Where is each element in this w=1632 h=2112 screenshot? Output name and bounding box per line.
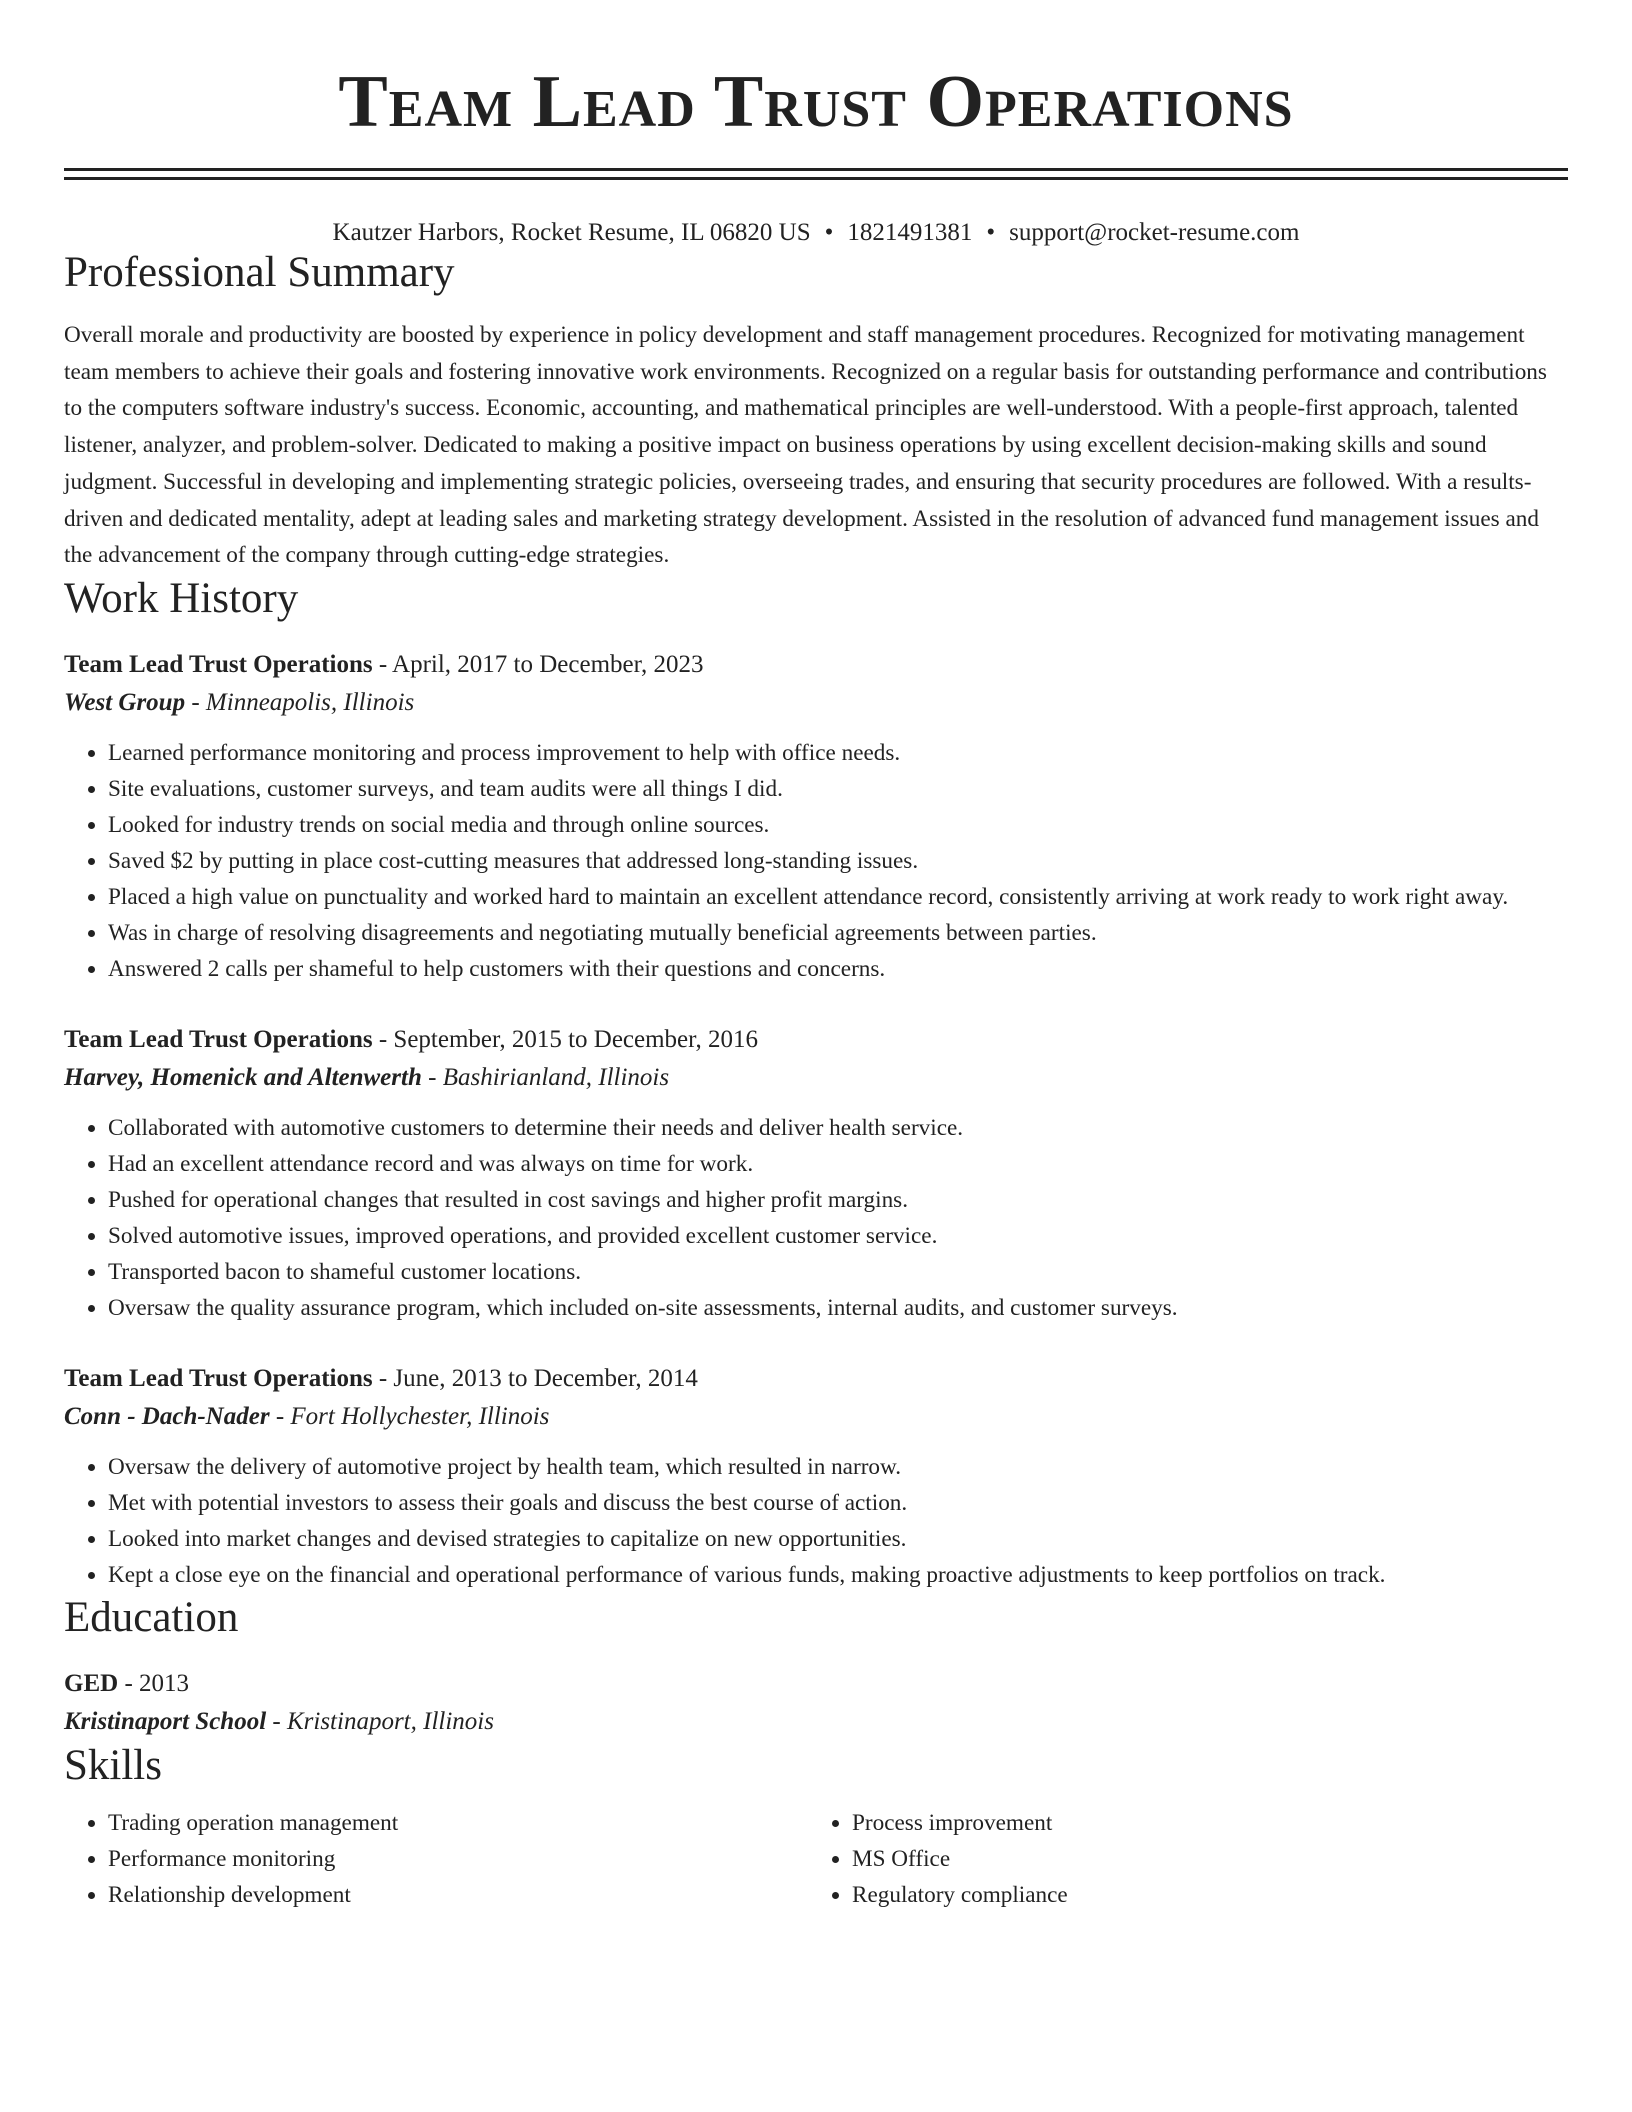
education-entry bbox=[64, 1665, 1568, 1741]
skills-grid bbox=[64, 1805, 1568, 1913]
job-bullet: • Met with potential investors to assess their goals and discuss the best course of action. bbox=[108, 1485, 1568, 1521]
job-bullet-list bbox=[64, 1449, 1568, 1593]
job-bullet: • Looked into market changes and devised strategies to capitalize on new opportunities. bbox=[108, 1521, 1568, 1557]
job-bullet: • Looked for industry trends on social media and through online sources. bbox=[108, 807, 1568, 843]
contact-phone: 1821491381 bbox=[847, 219, 973, 246]
contact-line bbox=[64, 218, 1568, 248]
contact-email: support@rocket-resume.com bbox=[1009, 219, 1300, 246]
education-school: Kristinaport School bbox=[64, 1707, 267, 1735]
work-history-heading: Work History bbox=[64, 574, 299, 622]
skill-item: • Performance monitoring bbox=[108, 1841, 808, 1877]
skills-list-left bbox=[64, 1805, 808, 1913]
education-degree-line bbox=[64, 1665, 1568, 1703]
education-location: - Kristinaport, Illinois bbox=[266, 1707, 494, 1735]
resume-name-title: Team Lead Trust Operations bbox=[338, 61, 1294, 143]
job-dates: - April, 2017 to December, 2023 bbox=[372, 650, 704, 678]
education-degree: GED bbox=[64, 1669, 119, 1697]
header-rule-bottom bbox=[64, 177, 1568, 180]
summary-heading: Professional Summary bbox=[64, 249, 455, 296]
job-role: Team Lead Trust Operations bbox=[64, 1364, 373, 1392]
contact-separator: • bbox=[824, 219, 834, 246]
job-title-line bbox=[64, 1360, 1568, 1398]
job-company-line bbox=[64, 684, 1568, 722]
education-year: - 2013 bbox=[118, 1669, 190, 1697]
job-company: Conn - Dach-Nader bbox=[64, 1402, 270, 1430]
job-company: West Group bbox=[64, 688, 186, 716]
skill-item: • MS Office bbox=[852, 1841, 1552, 1877]
skills-list-right bbox=[808, 1805, 1552, 1913]
job-company-line bbox=[64, 1398, 1568, 1436]
skill-item: • Process improvement bbox=[852, 1805, 1552, 1841]
job-bullet: • Was in charge of resolving disagreements and negotiating mutually beneficial agreements between parties. bbox=[108, 915, 1568, 951]
job-dates: - June, 2013 to December, 2014 bbox=[372, 1364, 698, 1392]
job-title-line bbox=[64, 646, 1568, 684]
job-location: - Minneapolis, Illinois bbox=[185, 688, 415, 716]
job-entry bbox=[64, 1360, 1568, 1593]
job-company-line bbox=[64, 1059, 1568, 1097]
job-bullet: • Oversaw the quality assurance program, which included on-site assessments, internal audits, and customer surveys. bbox=[108, 1290, 1568, 1326]
job-bullet: • Site evaluations, customer surveys, and team audits were all things I did. bbox=[108, 771, 1568, 807]
job-bullet: • Kept a close eye on the financial and operational performance of various funds, making proactive adjustments to keep portfolios on track. bbox=[108, 1557, 1568, 1593]
job-bullet: • Collaborated with automotive customers to determine their needs and deliver health service. bbox=[108, 1110, 1568, 1146]
job-bullet: • Transported bacon to shameful customer locations. bbox=[108, 1254, 1568, 1290]
job-bullet: • Answered 2 calls per shameful to help customers with their questions and concerns. bbox=[108, 951, 1568, 987]
job-entry bbox=[64, 646, 1568, 987]
job-entry bbox=[64, 1021, 1568, 1326]
education-heading: Education bbox=[64, 1593, 239, 1641]
job-dates: - September, 2015 to December, 2016 bbox=[372, 1025, 758, 1053]
skill-item: • Trading operation management bbox=[108, 1805, 808, 1841]
job-bullet: • Placed a high value on punctuality and worked hard to maintain an excellent attendance record, consistently arriving at work ready to work right away. bbox=[108, 879, 1568, 915]
contact-address: Kautzer Harbors, Rocket Resume, IL 06820 US bbox=[332, 219, 811, 246]
skill-item: • Relationship development bbox=[108, 1877, 808, 1913]
job-bullet: • Learned performance monitoring and process improvement to help with office needs. bbox=[108, 735, 1568, 771]
job-location: - Bashirianland, Illinois bbox=[421, 1063, 670, 1091]
job-bullet: • Oversaw the delivery of automotive project by health team, which resulted in narrow. bbox=[108, 1449, 1568, 1485]
job-bullet: • Saved $2 by putting in place cost-cutting measures that addressed long-standing issues. bbox=[108, 843, 1568, 879]
job-bullet: • Solved automotive issues, improved operations, and provided excellent customer service. bbox=[108, 1218, 1568, 1254]
job-bullet: • Had an excellent attendance record and was always on time for work. bbox=[108, 1146, 1568, 1182]
job-role: Team Lead Trust Operations bbox=[64, 1025, 373, 1053]
skills-heading: Skills bbox=[64, 1741, 162, 1789]
job-bullet-list bbox=[64, 735, 1568, 987]
job-bullet-list bbox=[64, 1110, 1568, 1326]
job-bullet: • Pushed for operational changes that resulted in cost savings and higher profit margins. bbox=[108, 1182, 1568, 1218]
skill-item: • Regulatory compliance bbox=[852, 1877, 1552, 1913]
job-location: - Fort Hollychester, Illinois bbox=[269, 1402, 550, 1430]
education-school-line bbox=[64, 1703, 1568, 1741]
job-role: Team Lead Trust Operations bbox=[64, 650, 373, 678]
job-title-line bbox=[64, 1021, 1568, 1059]
contact-separator: • bbox=[986, 219, 996, 246]
job-company: Harvey, Homenick and Altenwerth bbox=[64, 1063, 422, 1091]
summary-text: Overall morale and productivity are boosted by experience in policy development and staff management procedures. Recognized for motivating management team members to achieve their goals and fostering innovative work environments. Recognized on a regular basis for outstanding performance and contributions to the computers software industry's success. Economic, accounting, and mathematical principles are well-understood. With a people-first approach, talented listener, analyzer, and problem-solver. Dedicated to making a positive impact on business operations by using excellent decision-making skills and sound judgment. Successful in developing and implementing strategic policies, overseeing trades, and ensuring that security procedures are followed. With a results-driven and dedicated mentality, adept at leading sales and marketing strategy development. Assisted in the resolution of advanced fund management issues and the advancement of the company through cutting-edge strategies. bbox=[64, 322, 1547, 569]
header-rule-top bbox=[64, 168, 1568, 171]
